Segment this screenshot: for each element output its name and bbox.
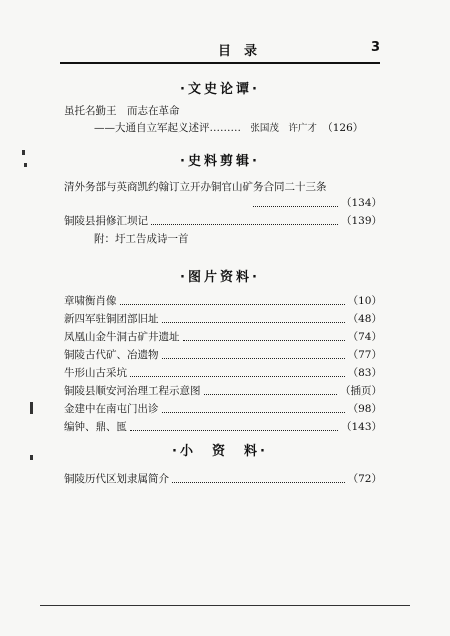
- header-rule: [60, 62, 380, 64]
- toc-entry-text: 铜陵县捐修汇坝记: [64, 215, 148, 227]
- toc-entry-page: （134）: [340, 197, 382, 209]
- toc-entry: [64, 420, 382, 434]
- leader-dots: [130, 430, 338, 431]
- toc-entry-page: （48）: [347, 313, 382, 325]
- toc-entry-contract-page: [250, 196, 382, 210]
- scan-mark: [24, 163, 27, 167]
- toc-entry: [64, 366, 382, 380]
- toc-entry-page: （77）: [347, 349, 382, 361]
- toc-entry-text: 铜陵历代区划隶属简介: [64, 473, 169, 485]
- leader-dots: [204, 394, 338, 395]
- toc-entry-page: （72）: [347, 473, 382, 485]
- section-title-tupian: ·图片资料·: [180, 270, 260, 285]
- toc-entry: [64, 312, 382, 326]
- toc-entry-page: （98）: [347, 403, 382, 415]
- toc-entry: [64, 472, 382, 486]
- scan-mark: [22, 150, 25, 155]
- leader-dots: [130, 376, 345, 377]
- leader-dots: [162, 322, 345, 323]
- toc-entry-text: 牛形山古采坑: [64, 367, 127, 379]
- toc-entry-text: 铜陵县顺安河治理工程示意图: [64, 385, 201, 397]
- toc-entry: [64, 330, 382, 344]
- leader-dots: [172, 482, 345, 483]
- toc-entry-page: （10）: [347, 295, 382, 307]
- toc-entry-text: 编钟、鼎、匜: [64, 421, 127, 433]
- header-title-2: 录: [244, 44, 258, 59]
- toc-entry: [64, 384, 382, 398]
- toc-entry: [64, 402, 382, 416]
- toc-entry-text: ——大通自立军起义述评………: [94, 122, 241, 134]
- toc-entry-text: 凤凰山金牛洞古矿井遗址: [64, 331, 180, 343]
- leader-dots: [183, 340, 345, 341]
- toc-entry-contract: 清外务部与英商凯约翰订立开办铜官山矿务合同二十三条: [64, 181, 327, 193]
- toc-entry-page: （139）: [340, 215, 382, 227]
- toc-entry: [64, 214, 382, 228]
- toc-entry-subtitle: [94, 121, 363, 136]
- toc-entry-title: 虽托名勤王 而志在革命: [64, 105, 180, 117]
- toc-entry: [64, 294, 382, 308]
- toc-entry-page: （83）: [347, 367, 382, 379]
- page-header: [66, 40, 382, 59]
- leader-dots: [162, 358, 345, 359]
- toc-entry: [64, 348, 382, 362]
- leader-dots: [120, 304, 345, 305]
- toc-entry-author: 张国茂 许广才: [250, 123, 317, 134]
- toc-entry-text: 金建中在南屯门出诊: [64, 403, 159, 415]
- header-title: 目: [218, 44, 236, 59]
- toc-entry-page: （143）: [340, 421, 382, 433]
- toc-entry-text: 章啸衡肖像: [64, 295, 117, 307]
- leader-dots: [253, 206, 338, 207]
- toc-entry-page: （126）: [322, 122, 364, 134]
- toc-entry-text: 铜陵古代矿、冶遗物: [64, 349, 159, 361]
- toc-entry-appendix: 附：圩工告成诗一首: [94, 233, 189, 245]
- section-title-wenshi: ·文史论谭·: [180, 82, 260, 97]
- leader-dots: [151, 224, 338, 225]
- page-number: 3: [370, 40, 380, 55]
- toc-entry-page: （74）: [347, 331, 382, 343]
- footer-rule: [40, 605, 410, 606]
- section-title-shiliao: ·史料剪辑·: [180, 154, 260, 169]
- scan-mark: [30, 402, 33, 414]
- scan-mark: [30, 455, 33, 460]
- toc-entry-page: （插页）: [340, 385, 382, 397]
- leader-dots: [162, 412, 345, 413]
- section-title-xiaoziliao: ·小 资 料·: [172, 444, 268, 459]
- toc-entry-text: 新四军驻铜团部旧址: [64, 313, 159, 325]
